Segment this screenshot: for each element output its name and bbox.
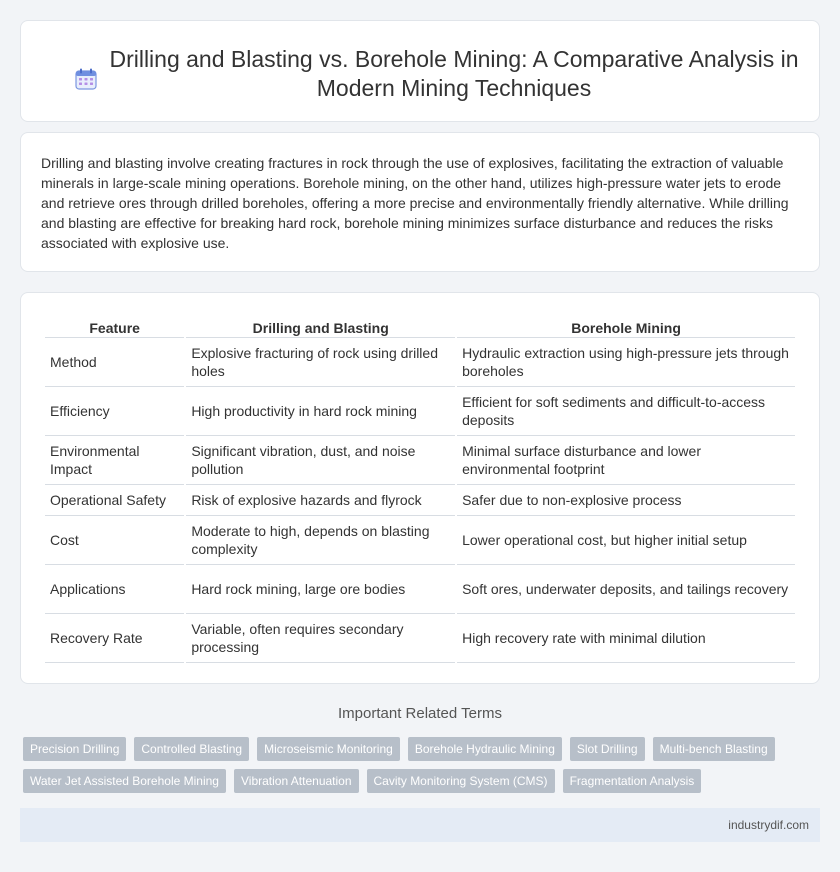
related-term-tag[interactable]: Fragmentation Analysis — [563, 769, 702, 793]
table-row — [45, 485, 795, 516]
related-term-tag[interactable]: Cavity Monitoring System (CMS) — [367, 769, 555, 793]
row-drilling-value: Significant vibration, dust, and noise pollution — [186, 436, 455, 485]
row-borehole-value: High recovery rate with minimal dilution — [457, 614, 795, 663]
row-feature: Efficiency — [45, 387, 184, 436]
row-feature: Applications — [45, 565, 184, 614]
row-borehole-value: Minimal surface disturbance and lower environmental footprint — [457, 436, 795, 485]
related-term-tag[interactable]: Vibration Attenuation — [234, 769, 359, 793]
row-borehole-value: Lower operational cost, but higher initial setup — [457, 516, 795, 565]
row-borehole-value: Safer due to non-explosive process — [457, 485, 795, 516]
table-header-row — [45, 313, 795, 338]
row-drilling-value: Explosive fracturing of rock using drilled holes — [186, 338, 455, 387]
table-row — [45, 387, 795, 436]
related-term-tag[interactable]: Slot Drilling — [570, 737, 645, 761]
footer-site-link[interactable]: industrydif.com — [728, 818, 809, 832]
row-drilling-value: Moderate to high, depends on blasting complexity — [186, 516, 455, 565]
row-drilling-value: Variable, often requires secondary processing — [186, 614, 455, 663]
related-term-tag[interactable]: Controlled Blasting — [134, 737, 249, 761]
related-terms-heading: Important Related Terms — [338, 705, 502, 722]
related-terms-list — [23, 737, 803, 793]
header-feature: Feature — [45, 313, 184, 338]
row-feature: Method — [45, 338, 184, 387]
row-borehole-value: Efficient for soft sediments and difficult-to-access deposits — [457, 387, 795, 436]
related-term-tag[interactable]: Microseismic Monitoring — [257, 737, 400, 761]
header-borehole-mining: Borehole Mining — [457, 313, 795, 338]
row-borehole-value: Hydraulic extraction using high-pressure jets through boreholes — [457, 338, 795, 387]
row-feature: Recovery Rate — [45, 614, 184, 663]
comparison-table — [43, 313, 797, 663]
row-feature: Environmental Impact — [45, 436, 184, 485]
table-row — [45, 516, 795, 565]
row-feature: Cost — [45, 516, 184, 565]
header-drilling-blasting: Drilling and Blasting — [186, 313, 455, 338]
table-row — [45, 436, 795, 485]
related-term-tag[interactable]: Borehole Hydraulic Mining — [408, 737, 562, 761]
row-drilling-value: Risk of explosive hazards and flyrock — [186, 485, 455, 516]
related-term-tag[interactable]: Precision Drilling — [23, 737, 126, 761]
table-row — [45, 565, 795, 614]
intro-paragraph: Drilling and blasting involve creating fractures in rock through the use of explosives, facilitating the extraction of valuable minerals in large-scale mining operations. Borehole mining, on the other hand, utilizes high-pressure water jets to erode and retrieve ores through drilled boreholes, offering a more precise and environmentally friendly alternative. While drilling and blasting are effective for breaking hard rock, borehole mining minimizes surface disturbance and reduces the risks associated with explosive use. — [41, 155, 789, 251]
comparison-card — [20, 292, 820, 684]
table-row — [45, 338, 795, 387]
intro-card — [20, 132, 820, 272]
footer — [20, 808, 820, 842]
related-term-tag[interactable]: Water Jet Assisted Borehole Mining — [23, 769, 226, 793]
title-card — [20, 20, 820, 122]
related-term-tag[interactable]: Multi-bench Blasting — [653, 737, 775, 761]
table-row — [45, 614, 795, 663]
row-drilling-value: High productivity in hard rock mining — [186, 387, 455, 436]
row-borehole-value: Soft ores, underwater deposits, and tailings recovery — [457, 565, 795, 614]
page-title: Drilling and Blasting vs. Borehole Mining: A Comparative Analysis in Modern Mining Techniques — [109, 46, 799, 101]
row-drilling-value: Hard rock mining, large ore bodies — [186, 565, 455, 614]
row-feature: Operational Safety — [45, 485, 184, 516]
